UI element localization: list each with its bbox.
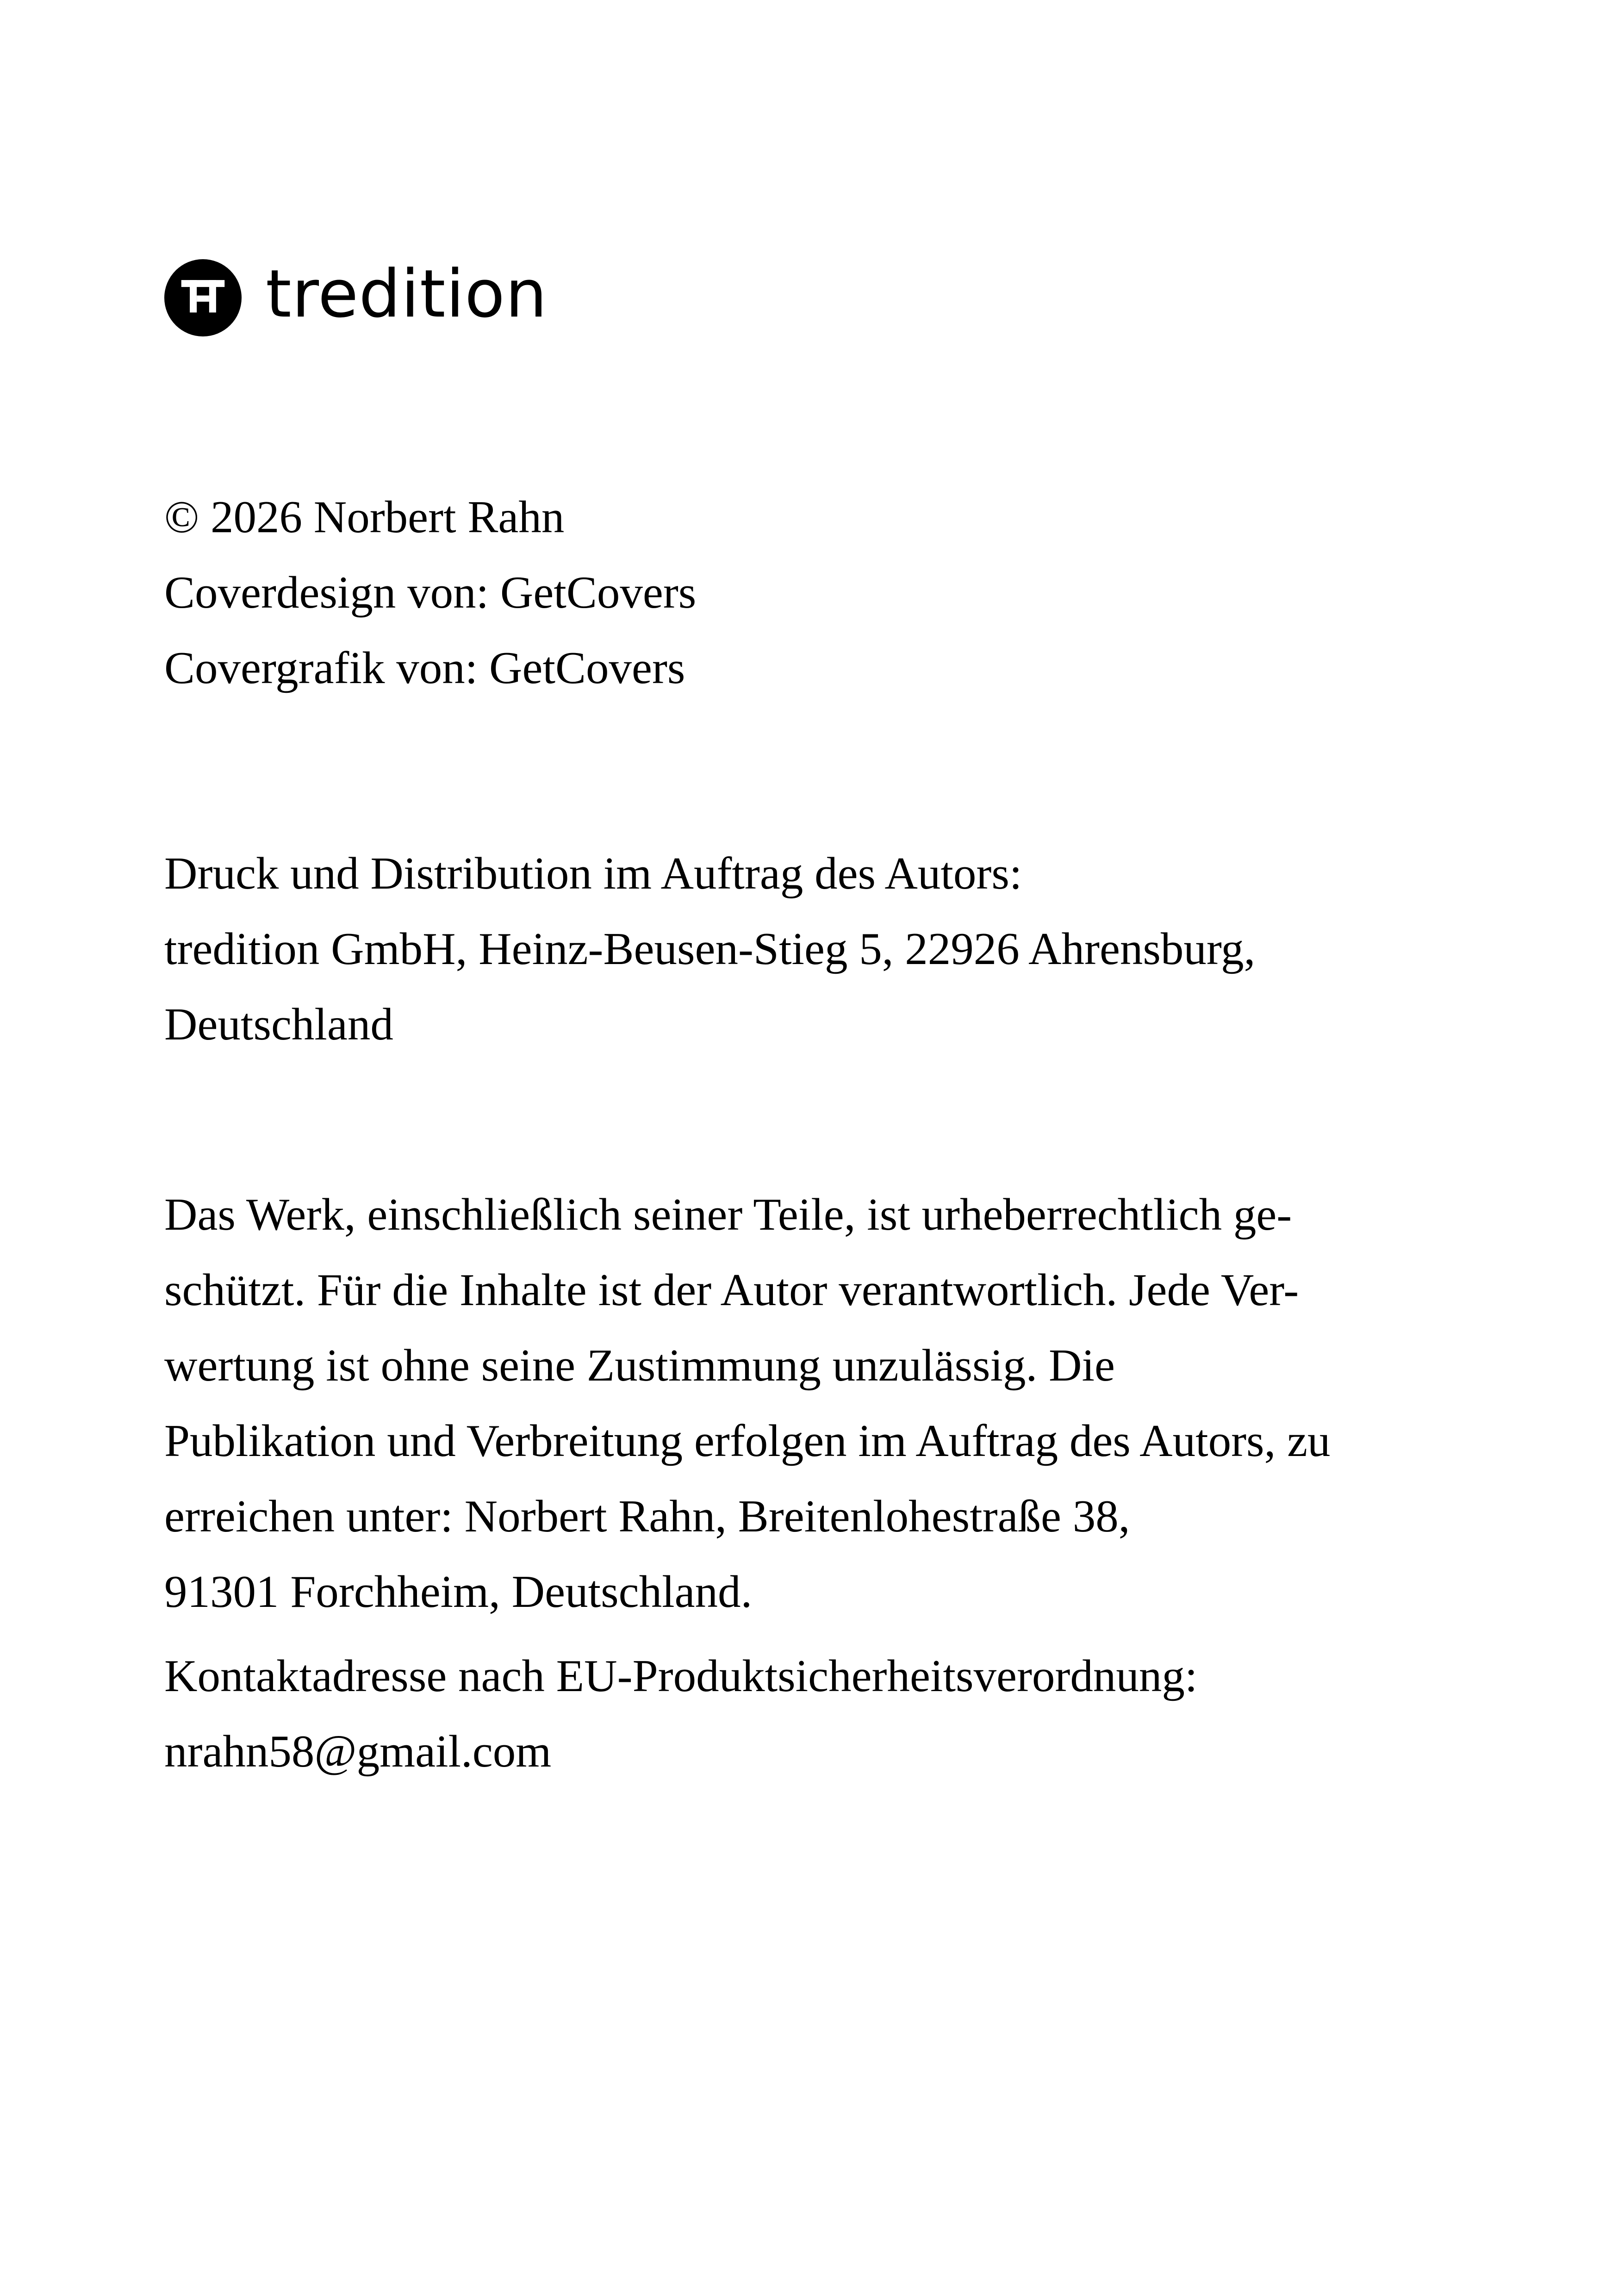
publisher-name: tredition [266, 255, 548, 332]
legal-notice [164, 1177, 1331, 1630]
copyright-line: © 2026 Norbert Rahn [164, 492, 565, 542]
legal-line: Das Werk, einschließlich seiner Teile, ist urheberrechtlich ge- [164, 1189, 1292, 1240]
tredition-logo-icon [164, 259, 242, 336]
contact-heading: Kontaktadresse nach EU-Produktsicherheitsverordnung: [164, 1651, 1198, 1701]
credits-block [164, 479, 696, 706]
publisher-logo [164, 255, 548, 336]
printing-line: tredition GmbH, Heinz-Beusen-Stieg 5, 22926 Ahrensburg, [164, 924, 1256, 974]
contact-email: nrahn58@gmail.com [164, 1726, 552, 1777]
contact-block [164, 1638, 1197, 1789]
legal-line: schützt. Für die Inhalte ist der Autor verantwortlich. Jede Ver- [164, 1265, 1299, 1315]
legal-line: erreichen unter: Norbert Rahn, Breitenlohestraße 38, [164, 1491, 1130, 1542]
coverdesign-line: Coverdesign von: GetCovers [164, 567, 697, 618]
printing-block [164, 836, 1255, 1062]
printing-line: Deutschland [164, 999, 393, 1050]
legal-line: wertung ist ohne seine Zustimmung unzulässig. Die [164, 1340, 1115, 1391]
printing-line: Druck und Distribution im Auftrag des Autors: [164, 848, 1022, 899]
legal-line: Publikation und Verbreitung erfolgen im Auftrag des Autors, zu [164, 1416, 1331, 1466]
legal-line: 91301 Forchheim, Deutschland. [164, 1567, 753, 1617]
covergraphic-line: Covergrafik von: GetCovers [164, 643, 685, 693]
